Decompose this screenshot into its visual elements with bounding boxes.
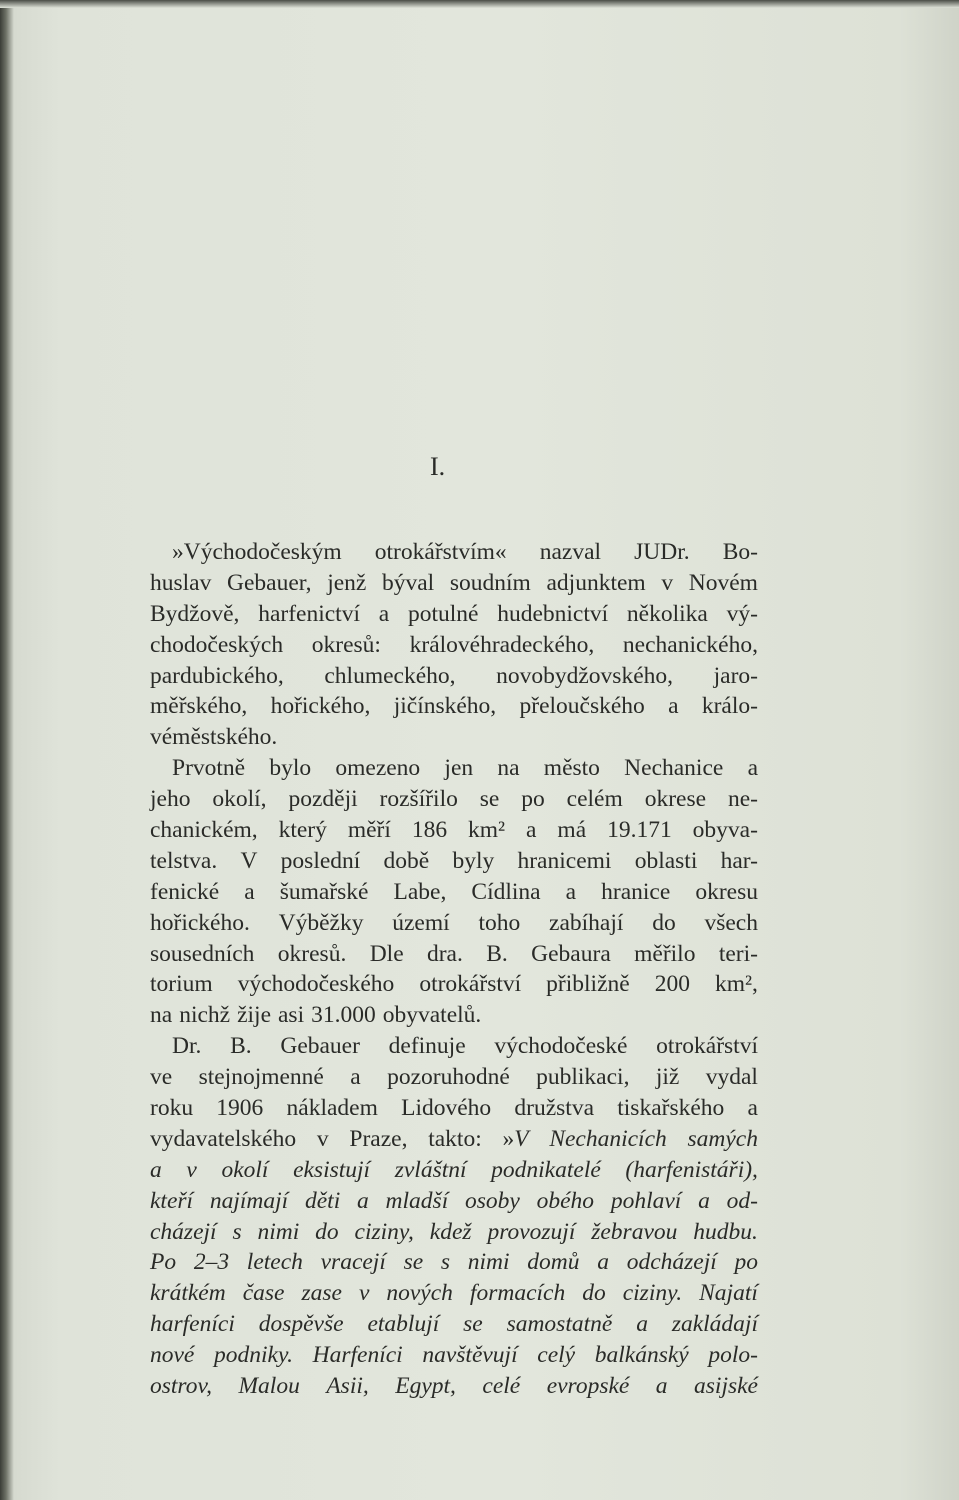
text-word: toho (478, 909, 521, 936)
text-line (150, 939, 758, 970)
text-word: km² (468, 817, 506, 844)
text-word: telstva. (150, 847, 218, 874)
text-word: asi (278, 1002, 305, 1029)
text-word: (harfenistáři), (625, 1156, 758, 1183)
text-word: nichž (179, 1002, 231, 1029)
text-word: měří (347, 817, 391, 844)
text-word: hudebnictví (497, 600, 609, 627)
text-word: celé (482, 1373, 521, 1400)
text-line (150, 722, 758, 753)
text-word: a (526, 817, 537, 844)
text-word: Dle (369, 940, 404, 967)
text-word: bylo (269, 755, 312, 782)
text-word: teri- (718, 940, 758, 967)
text-word: pardubického, (150, 662, 284, 689)
text-word: hudbu. (693, 1218, 758, 1245)
text-word: do (315, 1218, 339, 1245)
text-line (150, 1340, 758, 1371)
text-word: Novém (688, 569, 758, 596)
text-line (150, 599, 758, 630)
text-line (150, 1062, 758, 1093)
text-word: polo- (708, 1342, 758, 1369)
text-word: 31.000 (311, 1002, 376, 1029)
text-line (150, 1124, 758, 1155)
text-word: Labe, (393, 878, 447, 905)
text-word: Gebauer, (227, 569, 312, 596)
text-line (150, 1247, 758, 1278)
text-word: publikaci, (536, 1064, 630, 1091)
text-word: domů (527, 1249, 580, 1276)
text-word: fenické (150, 878, 220, 905)
text-word: zase (301, 1280, 342, 1307)
text-word: Gebaura (531, 940, 611, 967)
text-word: Lidového (401, 1095, 492, 1122)
chapter-heading: I. (430, 452, 446, 481)
text-line (150, 877, 758, 908)
text-word: čase (242, 1280, 285, 1307)
text-word: 19.171 (607, 817, 672, 844)
text-word: do (652, 909, 676, 936)
text-word: nechanického, (622, 631, 758, 658)
text-word: navštěvují (422, 1342, 518, 1369)
text-word: km², (714, 971, 758, 998)
text-word: vracejí (320, 1249, 386, 1276)
text-word: chlumeckého, (324, 662, 456, 689)
text-word: a (668, 693, 679, 720)
text-word: dospěvše (258, 1311, 344, 1338)
text-line (150, 1000, 758, 1031)
text-word: harfenictví (258, 600, 360, 627)
text-word: město (543, 755, 600, 782)
text-line (150, 630, 758, 661)
text-word: obyva- (692, 817, 758, 844)
text-line (150, 784, 758, 815)
text-word: a (636, 1311, 648, 1338)
text-word: véměstského. (150, 724, 278, 751)
text-line (150, 1093, 758, 1124)
text-word: přibližně (546, 971, 630, 998)
text-word: a (378, 600, 390, 627)
text-word: osoby (465, 1187, 520, 1214)
text-word: již (655, 1064, 680, 1091)
text-word: najímají (209, 1187, 289, 1214)
text-word: ciziny. (622, 1280, 683, 1307)
text-line (150, 1371, 758, 1402)
text-word: rozšířilo (379, 786, 458, 813)
text-word: adjunktem (546, 569, 646, 596)
text-word: Nechanice (624, 755, 724, 782)
text-word: eksistují (293, 1156, 371, 1183)
text-word: roku (150, 1095, 194, 1122)
text-word: vý- (726, 600, 758, 627)
text-word: Nechanicích (549, 1125, 667, 1152)
text-line (150, 1155, 758, 1186)
text-word: hořického. (150, 909, 250, 936)
text-word: má (557, 817, 587, 844)
text-word: Bydžově, (150, 600, 240, 627)
text-word: huslav (150, 569, 212, 596)
text-word: v (186, 1156, 197, 1183)
text-word: sousedních (150, 940, 255, 967)
text-word: měřilo (634, 940, 696, 967)
text-word: provozují (487, 1218, 576, 1245)
text-word: krátkém (150, 1280, 226, 1307)
text-word: B. (230, 1033, 252, 1060)
text-word: Dr. (172, 1033, 202, 1060)
text-word: evropské (546, 1373, 630, 1400)
text-word: nákladem (286, 1095, 378, 1122)
text-word: samostatně (506, 1311, 613, 1338)
text-word: do (582, 1280, 606, 1307)
text-word: jenž (327, 569, 367, 596)
text-word: samých (687, 1125, 758, 1152)
text-word: Malou (238, 1373, 300, 1400)
text-word: a (747, 755, 758, 782)
text-word: asijské (694, 1373, 758, 1400)
text-line (150, 908, 758, 939)
text-word: šumařské (279, 878, 369, 905)
text-word: a (244, 878, 255, 905)
text-word: »V (502, 1124, 528, 1155)
text-word: podnikatelé (491, 1156, 601, 1183)
text-word: několika (626, 600, 708, 627)
text-word: Gebauer (280, 1033, 360, 1060)
text-line (150, 1278, 758, 1309)
text-word: nových (386, 1280, 453, 1307)
text-word: letech (246, 1249, 303, 1276)
text-word: V (240, 847, 258, 874)
text-word: a (747, 1095, 758, 1122)
text-word: ostrov, (150, 1373, 213, 1400)
text-word: době (383, 847, 430, 874)
text-word: králo- (701, 693, 758, 720)
text-word: východočeské (494, 1033, 628, 1060)
text-word: Praze, (349, 1125, 408, 1152)
text-word: nazval (539, 539, 602, 565)
text-word: se (479, 786, 500, 813)
text-word: a (597, 1249, 609, 1276)
text-word: v (358, 1280, 370, 1307)
text-word: v (661, 569, 674, 596)
text-word: děti (304, 1187, 341, 1214)
text-word: po (734, 1249, 758, 1276)
text-word: novobydžovského, (496, 662, 674, 689)
text-word: otrokářství (656, 1033, 758, 1060)
text-word: soudním (449, 569, 531, 596)
text-word: se (403, 1249, 424, 1276)
text-word: se (463, 1311, 483, 1338)
text-line (150, 661, 758, 692)
text-word: žije (237, 1002, 271, 1029)
text-word: královéhradeckého, (409, 631, 595, 658)
text-word: okresů. (277, 940, 347, 967)
text-word: byly (452, 847, 495, 874)
text-word: jeho (150, 786, 191, 813)
text-line (150, 753, 758, 784)
text-line (150, 815, 758, 846)
text-line (150, 1217, 758, 1248)
text-word: družstva (514, 1095, 595, 1122)
text-word: mladší (385, 1187, 449, 1214)
text-word: otrokářstvím« (374, 539, 507, 565)
text-word: zabíhají (549, 909, 624, 936)
text-word: V (514, 1125, 529, 1152)
text-word: a (565, 878, 577, 905)
text-word: okrese (644, 786, 707, 813)
text-line (150, 568, 758, 599)
text-word: jen (444, 755, 474, 782)
text-word: Bo- (722, 539, 758, 565)
text-word: pohlaví (610, 1187, 682, 1214)
text-word: chanickém, (150, 817, 258, 844)
text-word: na (497, 755, 520, 782)
text-word: území (392, 909, 450, 936)
text-word: har- (720, 847, 758, 874)
text-word: hořického, (270, 693, 371, 720)
text-word: býval (382, 569, 435, 596)
text-word: otrokářství (419, 971, 522, 998)
text-word: chodočeských (150, 631, 284, 658)
text-line (150, 1309, 758, 1340)
text-word: Prvotně (172, 755, 246, 782)
text-word: východočeského (237, 971, 395, 998)
text-word: podniky. (214, 1342, 293, 1369)
text-word: a (357, 1187, 369, 1214)
text-word: hranicemi (517, 847, 612, 874)
text-word: s (232, 1218, 242, 1245)
text-word: s (440, 1249, 451, 1276)
text-word: potulné (407, 600, 479, 627)
text-word: 186 (411, 817, 448, 844)
text-word: torium (150, 971, 213, 998)
text-word: nové (150, 1342, 195, 1369)
text-word: Harfeníci (312, 1342, 403, 1369)
text-word: kdež (429, 1218, 472, 1245)
text-word: zakládají (671, 1311, 758, 1338)
text-word: balkánský (594, 1342, 689, 1369)
text-word: a (655, 1373, 668, 1400)
text-word: JUDr. (634, 539, 690, 565)
text-word: dra. (426, 940, 463, 967)
text-word: přeloučského (519, 693, 645, 720)
text-word: poslední (280, 847, 361, 874)
text-word: nimi (467, 1249, 510, 1276)
text-word: kteří (150, 1187, 194, 1214)
text-word: obého (536, 1187, 595, 1214)
text-word: etablují (367, 1311, 440, 1338)
text-word: ciziny, (354, 1218, 414, 1245)
text-line (150, 1031, 758, 1062)
body-text (150, 537, 758, 1402)
text-word: nimi (257, 1218, 300, 1245)
text-word: Asii, (326, 1373, 369, 1400)
text-word: Egypt, (395, 1373, 456, 1400)
text-word: obyvatelů. (382, 1002, 482, 1029)
text-word: zvláštní (394, 1156, 467, 1183)
text-word: takto: (428, 1125, 482, 1152)
text-word: celý (537, 1342, 576, 1369)
text-word: 200 (654, 971, 690, 998)
text-word: Cídlina (471, 878, 541, 905)
text-word: tiskařského (617, 1095, 725, 1122)
text-word: v (316, 1125, 329, 1152)
text-word: cházejí (150, 1218, 217, 1245)
text-word: oblasti (634, 847, 698, 874)
text-word: a (350, 1064, 361, 1091)
text-word: vydavatelského (150, 1125, 297, 1152)
text-word: po (521, 786, 545, 813)
text-word: celém (566, 786, 623, 813)
text-line (150, 1186, 758, 1217)
text-word: B. (486, 940, 508, 967)
text-word: ve (150, 1064, 173, 1091)
text-word: a (150, 1156, 162, 1183)
text-word: pozoruhodné (387, 1064, 510, 1091)
text-word: žebravou (591, 1218, 678, 1245)
text-word: na (150, 1002, 173, 1029)
text-word: Výběžky (278, 909, 364, 936)
text-word: okresu (695, 878, 758, 905)
text-line (150, 969, 758, 1000)
text-word: ne- (727, 786, 758, 813)
text-line (150, 691, 758, 722)
text-word: Najatí (699, 1280, 758, 1307)
text-word: od- (726, 1187, 758, 1214)
text-word: omezeno (335, 755, 421, 782)
text-word: Po (150, 1249, 177, 1276)
text-word: okolí, (212, 786, 267, 813)
text-word: definuje (388, 1033, 466, 1060)
text-word: jičínského, (393, 693, 497, 720)
text-word: 1906 (216, 1095, 264, 1122)
text-word: harfeníci (150, 1311, 235, 1338)
scan-edge (0, 0, 959, 8)
text-word: hranice (601, 878, 671, 905)
text-word: a (698, 1187, 710, 1214)
text-word: formacích (469, 1280, 566, 1307)
text-word: který (278, 817, 327, 844)
text-word: okresů: (311, 631, 381, 658)
text-word: vydal (705, 1064, 758, 1091)
text-word: všech (704, 909, 758, 936)
text-line (150, 537, 758, 568)
text-word: stejnojmenné (198, 1064, 324, 1091)
text-word: 2–3 (193, 1249, 230, 1276)
text-word: jaro- (713, 662, 758, 689)
text-word: »Východočeským (172, 539, 342, 565)
text-word: odcházejí (626, 1249, 717, 1276)
text-word: měřského, (150, 693, 248, 720)
text-line (150, 846, 758, 877)
text-word: okolí (221, 1156, 269, 1183)
text-word: později (288, 786, 358, 813)
